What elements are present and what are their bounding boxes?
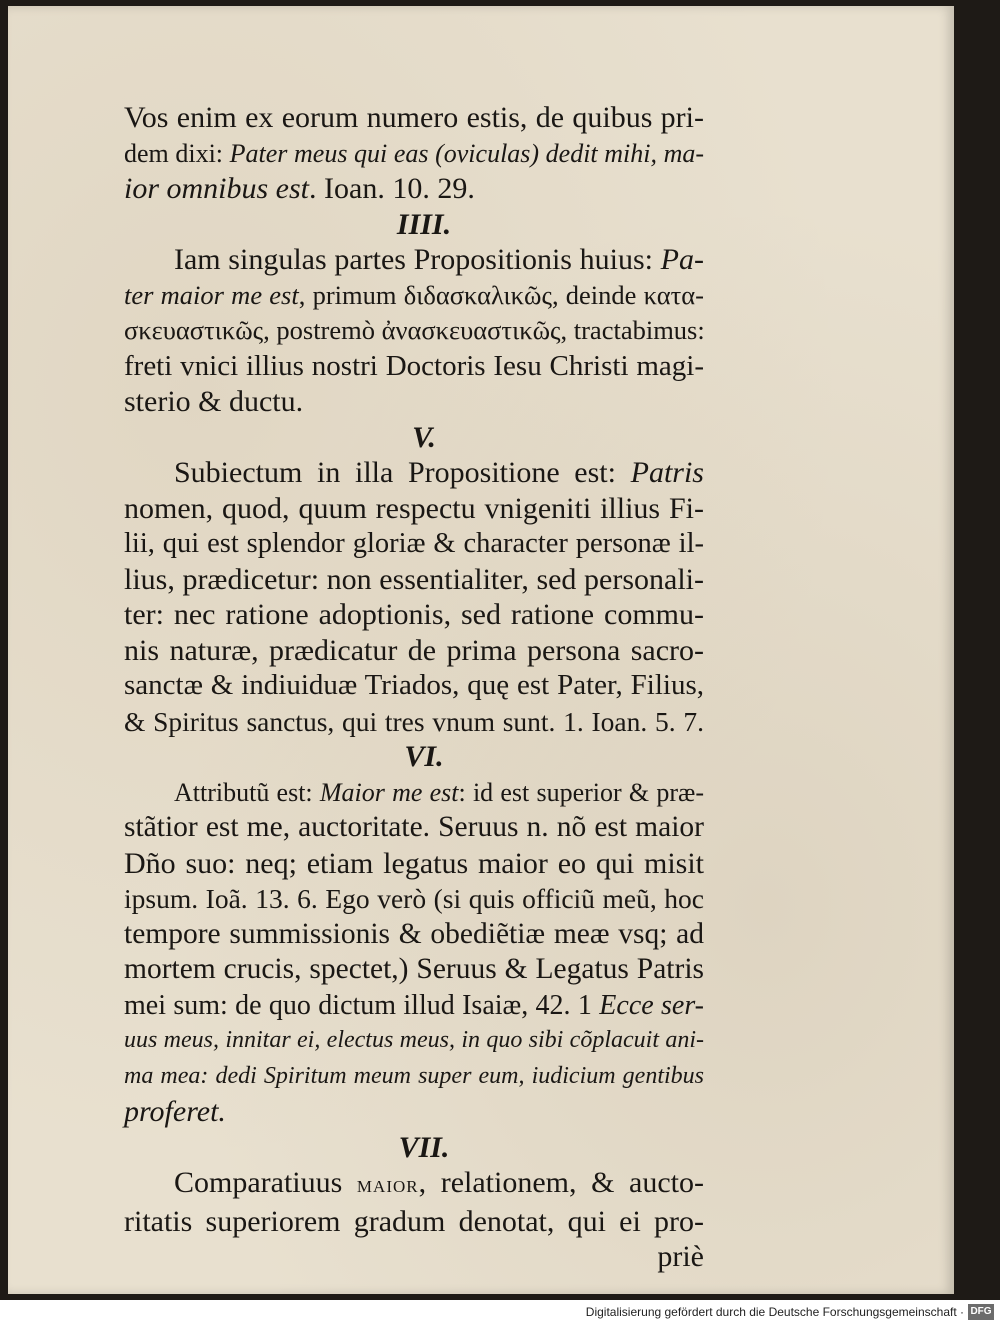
text-line: nomen, quod, quum respectu vnigeniti illius Fi-	[124, 491, 704, 525]
text-line: mei sum: de quo dictum illud Isaiæ, 42. 1 Ecce ser-	[124, 989, 705, 1021]
text-line: freti vnici illius nostri Doctoris Iesu Christi magi-	[124, 349, 704, 382]
italic-quote: Patris	[630, 456, 704, 489]
text-line: mortem crucis, spectet,) Seruus & Legatus Patris	[124, 953, 704, 985]
digitization-credit: Digitalisierung gefördert durch die Deutsche Forschungsgemeinschaft ·	[585, 1305, 964, 1319]
section-number: IIII.	[396, 207, 452, 241]
footer-bar	[0, 1300, 1000, 1326]
text-line: ritatis superiorem gradum denotat, qui ei pro-	[124, 1204, 704, 1238]
small-caps-word: maior	[356, 1172, 419, 1198]
text-line: tempore summissionis & obediẽtiæ meæ vsq; ad	[124, 917, 704, 950]
text-line: Comparatiuus maior, relationem, & aucto-	[174, 1166, 704, 1199]
text-line: nis naturæ, prædicatur de prima persona sacro-	[124, 633, 704, 667]
italic-quote: ter maior me est	[124, 279, 299, 310]
text-line: Vos enim ex eorum numero estis, de quibus pri-	[124, 101, 704, 134]
text-line: sanctæ & indiuiduæ Triados, quę est Pater, Filius,	[124, 669, 704, 701]
text-line: Attributũ est: Maior me est: id est superior & præ-	[174, 777, 705, 807]
text-line: ter maior me est, primum διδασκαλικῶς, deinde κατα-	[124, 279, 704, 310]
text-line: lii, qui est splendor gloriæ & character personæ il-	[124, 528, 704, 559]
italic-quote: Ecce ser-	[599, 989, 705, 1021]
text-line: Subiectum in illa Propositione est: Patris	[174, 456, 704, 489]
text-line: Dño suo: neq; etiam legatus maior eo qui misit	[124, 846, 704, 880]
catchword: priè	[657, 1240, 704, 1273]
italic-quote: Pa-	[660, 243, 704, 276]
text-line: ior omnibus est. Ioan. 10. 29.	[124, 172, 475, 205]
italic-quote: Maior me est	[319, 777, 459, 807]
page-text	[124, 100, 704, 1275]
text-line: dem dixi: Pater meus qui eas (oviculas) dedit mihi, ma-	[124, 138, 705, 168]
section-number: VII.	[398, 1130, 450, 1164]
italic-quote: ior omnibus est	[124, 172, 310, 205]
text-line: ipsum. Ioã. 13. 6. Ego verò (si quis officiũ meũ, hoc	[124, 883, 704, 914]
text-line: & Spiritus sanctus, qui tres vnum sunt. 1. Ioan. 5. 7.	[124, 705, 704, 737]
section-number: V.	[412, 420, 436, 454]
text-line: Iam singulas partes Propositionis huius: Pa-	[174, 243, 704, 276]
dfg-logo: DFG	[968, 1304, 994, 1320]
section-number: VI.	[404, 740, 444, 773]
text-line: stãtior est me, auctoritate. Seruus n. nõ est maior	[124, 811, 704, 843]
italic-quote: Pater meus qui eas (oviculas) dedit mihi, ma-	[229, 138, 705, 168]
text-line: σκευαστικῶς, postremò ἀνασκευαστικῶς, tractabimus:	[124, 315, 705, 345]
italic-quote: proferet.	[124, 1095, 226, 1128]
text-line: sterio & ductu.	[124, 385, 304, 418]
italic-quote: uus meus, innitar ei, electus meus, in quo sibi cõplacuit ani-	[124, 1027, 704, 1053]
text-line: lius, prædicetur: non essentialiter, sed personali-	[124, 562, 704, 596]
text-line: ter: nec ratione adoptionis, sed ratione commu-	[124, 598, 704, 631]
book-page	[8, 6, 954, 1294]
italic-quote: ma mea: dedi Spiritum meum super eum, iudicium gentibus	[124, 1062, 704, 1089]
